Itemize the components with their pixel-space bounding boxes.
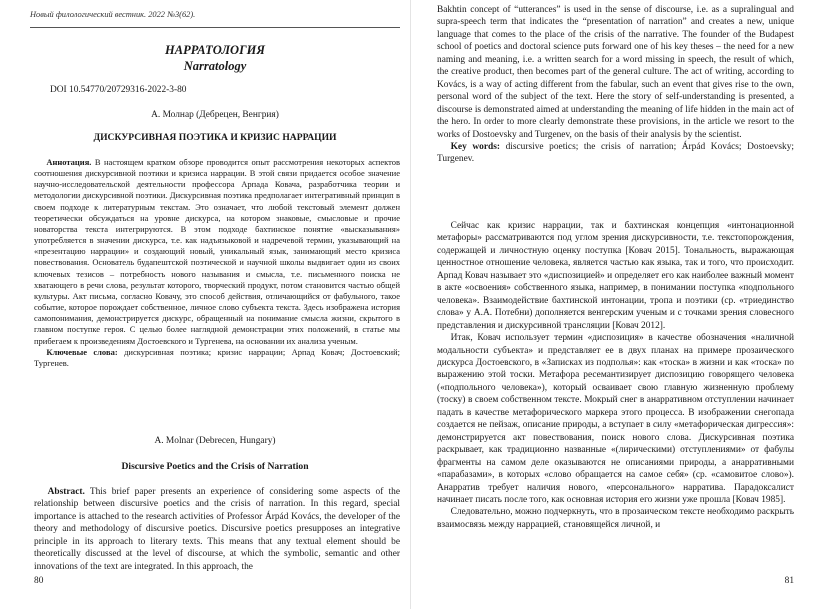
- abstract-en-text: This brief paper presents an experience of considering some aspects of the relationship between discursive poetics and the crisis of narration. In this regard, special importance is attached to the research activities of Professor Árpád Kovács, the developer of the theory and methodology of discursive poetics. Discursive poetics presupposes an integrative principle in its approach to literary texts. This means that any textual element should be theoretically discussed at the level of discourse, at which the symbolic, semantic and other innovations of the text are integrated. In this approach, the: [34, 487, 400, 572]
- page-number-left: 80: [34, 576, 44, 586]
- section-title-ru: НАРРАТОЛОГИЯ: [165, 43, 265, 57]
- abstract-ru-text: В настоящем кратком обзоре проводится опыт рассмотрения некоторых аспектов соотношения дискурсивной поэтики и кризиса наррации. В этой связи придается особое значение научно-исследовательской деятельности профессора Арпада Ковача, разработчика теории и методологии дискурсивной поэтики. Дискурсивная поэтика предполагает интегративный принцип в своем подходе к литературным текстам. Это означает, что любой текстовый элемент должен теоретически обсуждаться на уровне дискурса, на котором знаковые, смысловые и прочие новаторства текста интегрируются. В этом подходе бахтинское понятие «высказывания» употребляется в значении дискурса, т.е. как надъязыковой и надречевой термин, указывающий на «презентацию наррации» и создающий новый, уникальный язык, занимающий место кризиса повествования. Основатель будапештской поэтической и научной школы выдвигает один из своих ключевых тезисов – потребность нового называния и смысла, т.е. письменного поиска не хватающего в речи слова, результат которого, творческий продукт, потом становится частью общей культуры. Акт письма, согласно Ковачу, это способ действия, отличающийся от фабульного, такое событие, которое порождает собственное, личное слово субъекта текста. Здесь изображена история самопонимания, демонстрируется дискурс, обращенный на понимание смысла жизни, скрытого в главном поступке героя. С целью более наглядной демонстрации этих положений, в статье мы прибегаем к произведениям Достоевского и Тургенева, на основании их анализа ученым.: [34, 157, 401, 346]
- abstract-en-cont-paragraph: Bakhtin concept of “utterances” is used in the sense of discourse, i.e. as a supralingual and supra-speech term that indicates the “presentation of narration” and creates a new, unique language that comes to the place of the crisis of the narrative. The founder of the Budapest school of poetics and doctoral science puts forward one of his key theses – the need for a new naming and meaning, i.e. a written search for a word missing in speech, the result of which, the creative product, then becomes part of the general culture. The act of writing, according to Kovács, is a way of acting different from the fabular, such an event that gives rise to the own, personal word of the subject of the text. Here the story of self-understanding is presented, a discourse is demonstrated aimed at understanding the meaning of life hidden in the main act of the hero. In order to more clearly demonstrate these provisions, in the article we resort to the works of Dostoevsky and Turgenev, on the basis of their analysis by the scientist.: [437, 5, 794, 140]
- page-number-right: 81: [784, 576, 794, 586]
- author-ru: А. Молнар (Дебрецен, Венгрия): [151, 110, 279, 120]
- keywords-ru-text: дискурсивная поэтика; кризис наррации; Арпад Ковач; Достоевский; Тургенев.: [34, 346, 401, 368]
- abstract-en-continued: [437, 4, 794, 166]
- keywords-ru-paragraph: [34, 347, 400, 369]
- body-paragraph-2: Итак, Ковач использует термин «диспозиция» в качестве обозначения «наличной модальности субъекта» и представляет ее в двух планах на примере прозаического дискурса Достоевского, в «Записках из подполья»: как «тоска» в жизни и как «тоска» по выражению этой тоски. Метафора ресемантизирует диспозицию говорящего человека («подпольного человека»), который осваивает свою главную жизненную проблему (тоску) в своем собственном тексте. Мокрый снег в анарративном отступлении начинает падать в качестве метафорического маркера этого процесса. В изображении снегопада создается не пейзаж, описание природы, а вступает в силу «метафорическая дигрессия»: демонстрируется акт повествования, поиск нового слова. Дискурсивная поэтика раскрывает, как традиционно названные «(лирическими) отступлениями» от фабулы фрагменты на самом деле оказываются не описаниями природы, а анарративными «парабазами», в которых «слово обращается на самое себя» (ср. «самовитое слово»). Анарратив требует наличия нового, «персонального» нарратива. Парадоксалист начинает писать после того, как основная история его жизни уже прошла [Ковач 1985].: [437, 333, 794, 505]
- keywords-en-text: discursive poetics; the crisis of narration; Árpád Kovács; Dostoevsky; Turgenev.: [437, 141, 794, 165]
- header-rule: [30, 27, 400, 28]
- section-title-en: Narratology: [183, 59, 247, 73]
- abstract-ru: [34, 157, 400, 369]
- abstract-en: [34, 486, 400, 573]
- abstract-ru-paragraph: [34, 157, 400, 347]
- keywords-en-label: Key words:: [450, 141, 500, 152]
- article-title-en: Discursive Poetics and the Crisis of Narration: [121, 461, 309, 472]
- abstract-en-paragraph: [34, 486, 400, 573]
- body-paragraph-3: Следовательно, можно подчеркнуть, что в прозаическом тексте необходимо раскрыть взаимосвязь между наррацией, становящейся личной, и: [437, 507, 794, 530]
- doi: DOI 10.54770/20729316-2022-3-80: [50, 85, 187, 95]
- abstract-en-label: Abstract.: [47, 487, 85, 497]
- keywords-en-paragraph: [437, 141, 794, 166]
- abstract-ru-label: Аннотация.: [46, 157, 92, 167]
- running-head: Новый филологический вестник. 2022 №3(62).: [30, 10, 196, 19]
- article-body: [437, 220, 794, 531]
- author-en: A. Molnar (Debrecen, Hungary): [154, 436, 276, 446]
- right-page: [410, 0, 820, 609]
- article-title-ru: ДИСКУРСИВНАЯ ПОЭТИКА И КРИЗИС НАРРАЦИИ: [93, 132, 337, 143]
- keywords-ru-label: Ключевые слова:: [46, 346, 118, 357]
- body-paragraph-1: Сейчас как кризис наррации, так и бахтинская концепция «интонационной метафоры» рассматриваются под углом зрения дискурсивности, т.е. текстопорождения, содержащей и личностную оценку поступка [Ковач 2015]. Тональность, выражающая ценностное отношение человека, является частью как языка, так и того, что происходит. Арпад Ковач называет это «диспозицией» и определяет его как наиболее важный момент в акте «освоения» собственного языка, например, в понимании поступка «подпольного человека». Взаимодействие бахтинской интонации, тропа и поэтики (ср. «триединство слова» у А.А. Потебни) дополняется венгерским ученым и с точками зрения словесного представления и дискурсивной трансляции [Ковач 2012].: [437, 221, 794, 331]
